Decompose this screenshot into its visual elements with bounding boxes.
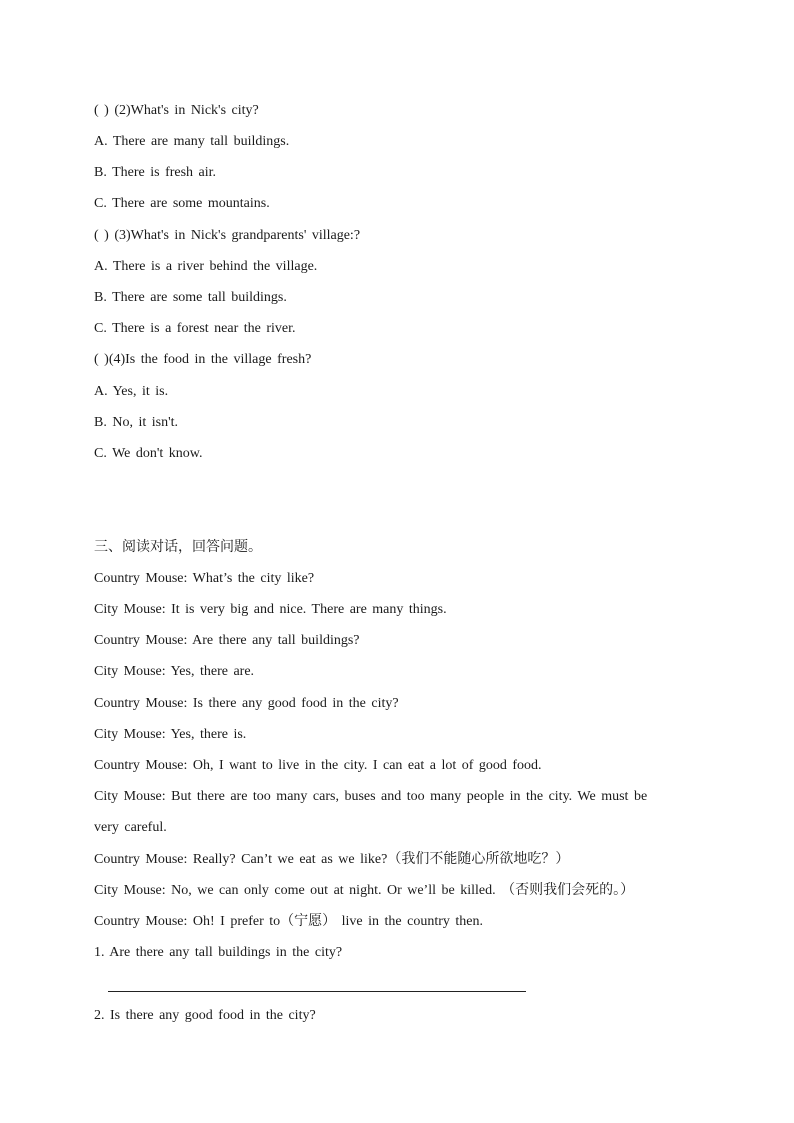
dialogue-line: City Mouse: Yes, there is.: [94, 727, 247, 742]
dialogue-line: Country Mouse: Oh, I want to live in the city. I can eat a lot of good food.: [94, 758, 542, 773]
question-3-option-b: B. There are some tall buildings.: [94, 290, 287, 305]
question-2-option-c: C. There are some mountains.: [94, 196, 270, 211]
dialogue-line: City Mouse: No, we can only come out at night. Or we’ll be killed. （否则我们会死的。）: [94, 883, 635, 898]
question-3-option-a: A. There is a river behind the village.: [94, 259, 318, 274]
dialogue-line: Country Mouse: What’s the city like?: [94, 571, 315, 586]
dialogue-line: Country Mouse: Are there any tall buildings?: [94, 633, 360, 648]
question-2-stem: ( ) (2)What's in Nick's city?: [94, 103, 259, 118]
document-page: [94, 0, 704, 1123]
section-3-title: 三、阅读对话，回答问题。: [94, 539, 262, 555]
question-2-option-a: A. There are many tall buildings.: [94, 134, 290, 149]
dialogue-line: City Mouse: Yes, there are.: [94, 664, 255, 679]
dialogue-line: Country Mouse: Is there any good food in the city?: [94, 696, 399, 711]
dialogue-line: City Mouse: But there are too many cars, buses and too many people in the city. We must be: [94, 789, 648, 804]
question-4-option-c: C. We don't know.: [94, 446, 203, 461]
question-2-option-b: B. There is fresh air.: [94, 165, 217, 180]
question-3-option-c: C. There is a forest near the river.: [94, 321, 296, 336]
question-3-stem: ( ) (3)What's in Nick's grandparents' village:?: [94, 228, 361, 243]
dialogue-line: Country Mouse: Oh! I prefer to（宁愿） live in the country then.: [94, 914, 483, 929]
answer-question-2: 2. Is there any good food in the city?: [94, 1008, 316, 1023]
dialogue-line: City Mouse: It is very big and nice. There are many things.: [94, 602, 447, 617]
question-4-stem: ( )(4)Is the food in the village fresh?: [94, 352, 312, 367]
answer-blank-1[interactable]: [108, 991, 526, 992]
dialogue-line: Country Mouse: Really? Can’t we eat as we like?（我们不能随心所欲地吃？）: [94, 852, 570, 867]
dialogue-line: very careful.: [94, 820, 167, 835]
question-4-option-a: A. Yes, it is.: [94, 384, 169, 399]
question-4-option-b: B. No, it isn't.: [94, 415, 178, 430]
answer-question-1: 1. Are there any tall buildings in the city?: [94, 945, 343, 960]
